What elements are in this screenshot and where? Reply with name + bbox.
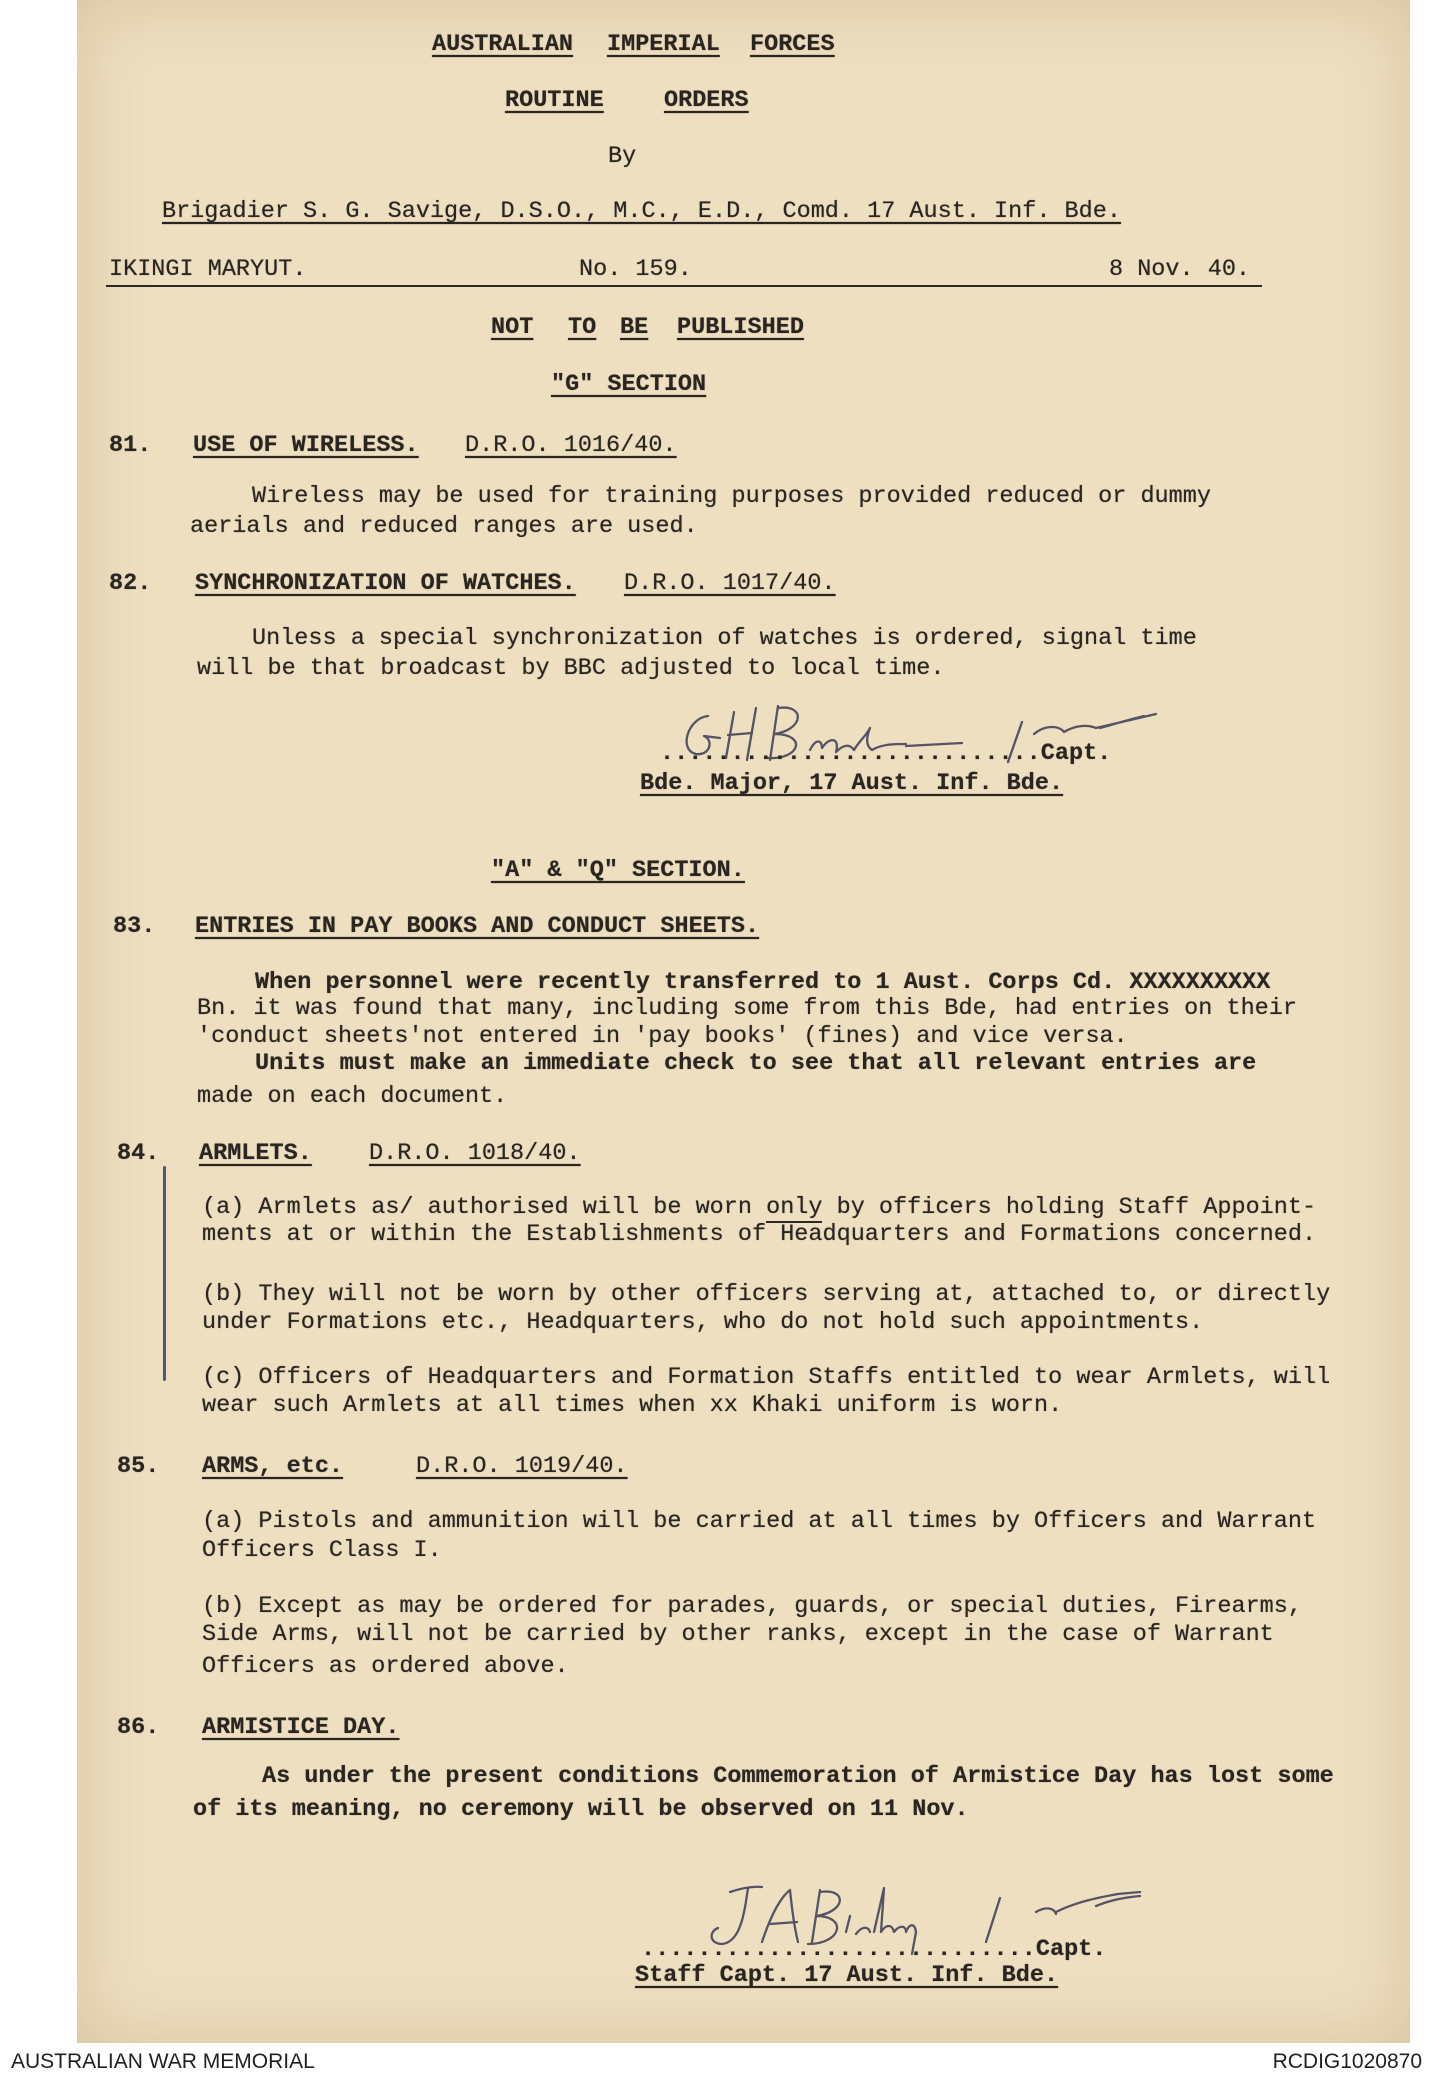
title-word: IMPERIAL	[607, 31, 720, 58]
order-84-heading: ARMLETS.	[199, 1140, 312, 1167]
g-section-title: "G" SECTION	[551, 371, 707, 398]
order-85-line: (a) Pistols and ammunition will be carried at all times by Officers and Warrant	[202, 1508, 1317, 1535]
order-84-reference: D.R.O. 1018/40.	[369, 1140, 581, 1167]
order-82-line: will be that broadcast by BBC adjusted to local time.	[197, 655, 945, 682]
place: IKINGI MARYUT.	[109, 256, 307, 283]
order-84-line: (a) Armlets as/ authorised will be worn only by officers holding Staff Appoint-	[202, 1194, 1317, 1221]
signatory-title: Bde. Major, 17 Aust. Inf. Bde.	[640, 770, 1064, 797]
order-number: No. 159.	[579, 256, 692, 283]
restriction-word: TO	[568, 314, 597, 341]
order-81-reference: D.R.O. 1016/40.	[465, 432, 677, 459]
order-84-line: (b) They will not be worn by other officers serving at, attached to, or directly	[202, 1281, 1331, 1308]
order-83-line: Units must make an immediate check to see that all relevant entries are	[255, 1050, 1257, 1077]
order-81-number: 81.	[109, 432, 152, 459]
order-85-heading: ARMS, etc.	[202, 1453, 344, 1480]
order-82-reference: D.R.O. 1017/40.	[624, 570, 836, 597]
aq-section-title: "A" & "Q" SECTION.	[491, 857, 745, 884]
order-81-line: aerials and reduced ranges are used.	[190, 513, 698, 540]
order-date: 8 Nov. 40.	[1109, 256, 1251, 283]
archive-record-id: RCDIG1020870	[1272, 2050, 1422, 2073]
order-84-number: 84.	[117, 1140, 160, 1167]
restriction-word: BE	[620, 314, 649, 341]
order-84-line: ments at or within the Establishments of Headquarters and Formations concerned.	[202, 1221, 1317, 1248]
title-word: FORCES	[750, 31, 835, 58]
order-82-heading: SYNCHRONIZATION OF WATCHES.	[195, 570, 576, 597]
restriction-word: PUBLISHED	[677, 314, 804, 341]
order-84-line: under Formations etc., Headquarters, who do not hold such appointments.	[202, 1309, 1204, 1336]
order-83-heading: ENTRIES IN PAY BOOKS AND CONDUCT SHEETS.	[195, 913, 760, 940]
order-86-line: As under the present conditions Commemoration of Armistice Day has lost some	[262, 1763, 1334, 1790]
order-82-number: 82.	[109, 570, 152, 597]
order-83-number: 83.	[113, 913, 156, 940]
margin-pencil-line	[163, 1166, 166, 1381]
order-83-line: made on each document.	[197, 1083, 508, 1110]
order-86-number: 86.	[117, 1714, 160, 1741]
order-85-line: Side Arms, will not be carried by other ranks, except in the case of Warrant	[202, 1621, 1274, 1648]
subtitle-word: ORDERS	[664, 87, 749, 114]
order-81-heading: USE OF WIRELESS.	[193, 432, 419, 459]
by-line: By	[608, 143, 637, 170]
order-84-line: (c) Officers of Headquarters and Formation Staffs entitled to wear Armlets, will	[202, 1364, 1331, 1391]
order-84-line: wear such Armlets at all times when xx Khaki uniform is worn.	[202, 1392, 1063, 1419]
signatory-title: Staff Capt. 17 Aust. Inf. Bde.	[635, 1962, 1059, 1989]
header-rule	[106, 285, 1262, 287]
order-85-reference: D.R.O. 1019/40.	[416, 1453, 628, 1480]
signature-dots: ...........................Capt.	[660, 740, 1112, 767]
title-word: AUSTRALIAN	[432, 31, 574, 58]
order-82-line: Unless a special synchronization of watches is ordered, signal time	[252, 625, 1197, 652]
subtitle-word: ROUTINE	[505, 87, 604, 114]
restriction-word: NOT	[491, 314, 534, 341]
order-85-line: Officers as ordered above.	[202, 1653, 569, 1680]
commander-line: Brigadier S. G. Savige, D.S.O., M.C., E.D., Comd. 17 Aust. Inf. Bde.	[162, 198, 1121, 225]
order-83-line: 'conduct sheets'not entered in 'pay books' (fines) and vice versa.	[197, 1023, 1128, 1050]
archive-source: AUSTRALIAN WAR MEMORIAL	[11, 2050, 315, 2073]
order-81-line: Wireless may be used for training purposes provided reduced or dummy	[252, 483, 1211, 510]
order-85-line: (b) Except as may be ordered for parades, guards, or special duties, Firearms,	[202, 1593, 1302, 1620]
order-85-number: 85.	[117, 1453, 160, 1480]
order-83-line: Bn. it was found that many, including some from this Bde, had entries on their	[197, 995, 1297, 1022]
order-85-line: Officers Class I.	[202, 1537, 442, 1564]
signature-dots: ............................Capt.	[641, 1936, 1107, 1963]
order-83-line: When personnel were recently transferred to 1 Aust. Corps Cd. XXXXXXXXXX	[255, 969, 1271, 996]
order-86-line: of its meaning, no ceremony will be observed on 11 Nov.	[193, 1796, 969, 1823]
order-86-heading: ARMISTICE DAY.	[202, 1714, 400, 1741]
